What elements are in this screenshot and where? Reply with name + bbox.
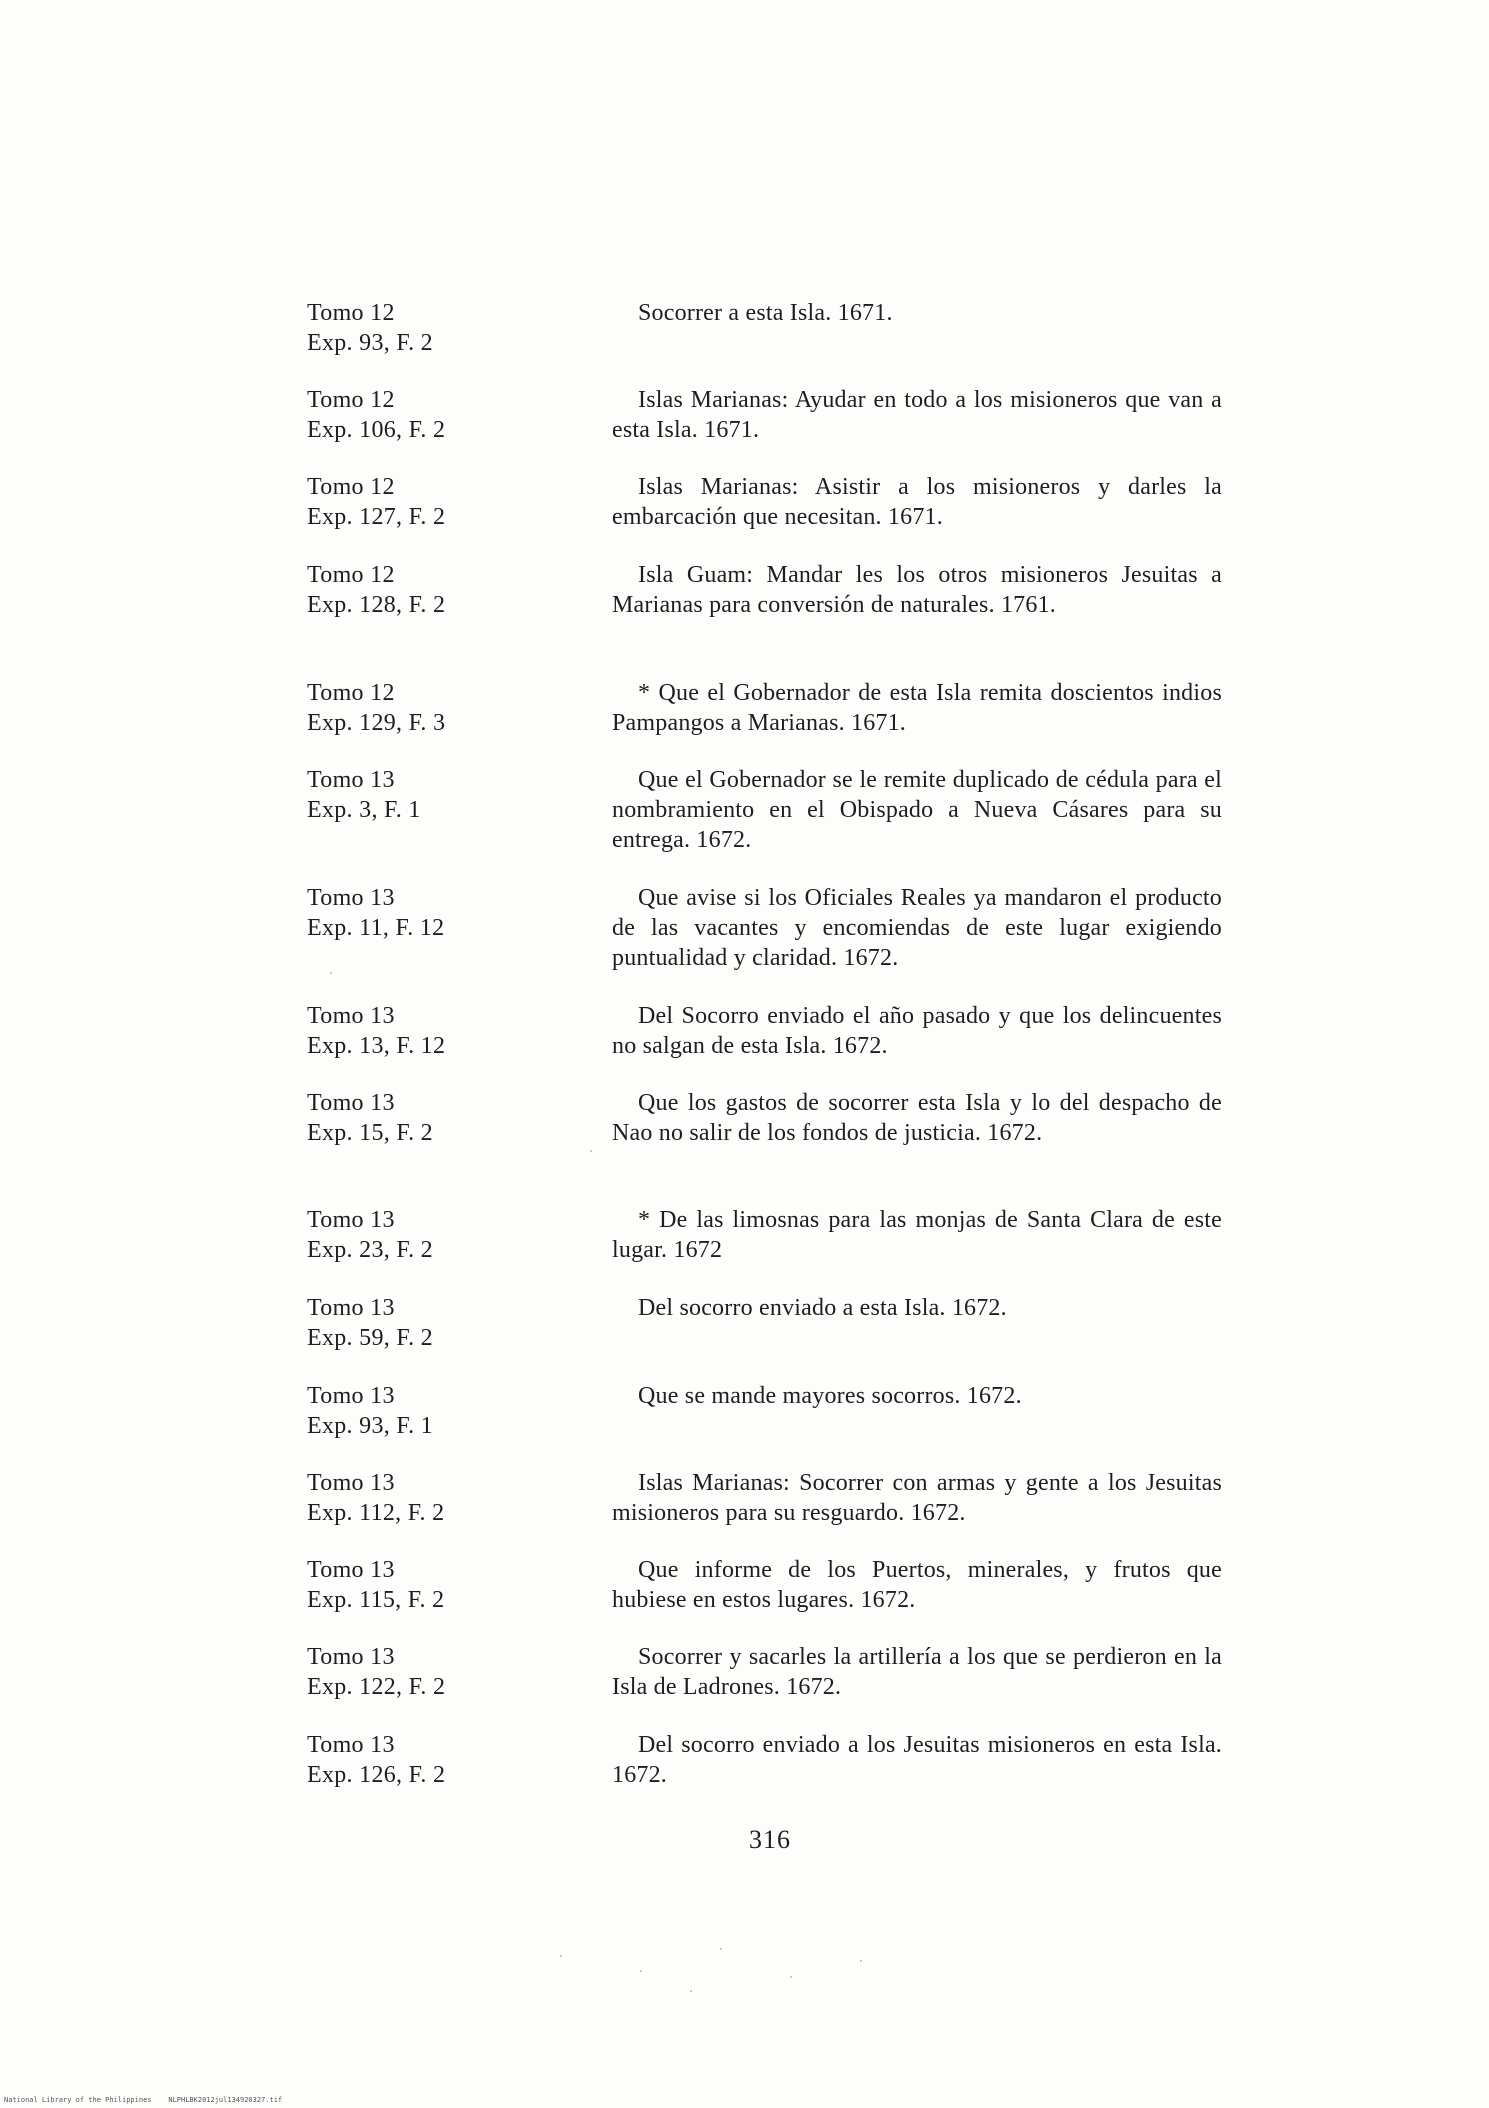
exp-label: Exp. 93, F. 2 — [307, 330, 433, 356]
description-text: Del socorro enviado a los Jesuitas misioneros en esta Isla. 1672. — [612, 1732, 1222, 1788]
tomo-label: Tomo 13 — [307, 1470, 395, 1496]
tomo-label: Tomo 13 — [307, 1732, 395, 1758]
reference — [307, 1205, 537, 1265]
reference — [307, 765, 537, 825]
tomo-label: Tomo 13 — [307, 1383, 395, 1409]
tomo-label: Tomo 13 — [307, 1003, 395, 1029]
exp-label: Exp. 126, F. 2 — [307, 1762, 446, 1788]
reference — [307, 1293, 537, 1353]
description-text: Socorrer y sacarles la artillería a los que se perdieron en la Isla de Ladrones. 1672. — [612, 1644, 1222, 1700]
reference — [307, 1730, 537, 1790]
description-text: Que avise si los Oficiales Reales ya mandaron el producto de las vacantes y encomiendas de este lugar exigiendo puntualidad y claridad. 1672. — [612, 885, 1222, 971]
exp-label: Exp. 93, F. 1 — [307, 1413, 433, 1439]
exp-label: Exp. 129, F. 3 — [307, 710, 446, 736]
description-text: Islas Marianas: Ayudar en todo a los misioneros que van a esta Isla. 1671. — [612, 387, 1222, 443]
reference — [307, 1088, 537, 1148]
tomo-label: Tomo 13 — [307, 1295, 395, 1321]
scan-speck — [860, 1960, 862, 1962]
description-text: Que los gastos de socorrer esta Isla y lo del despacho de Nao no salir de los fondos de justicia. 1672. — [612, 1090, 1222, 1146]
description-text: Del Socorro enviado el año pasado y que los delincuentes no salgan de esta Isla. 1672. — [612, 1003, 1222, 1059]
description-text: Islas Marianas: Socorrer con armas y gente a los Jesuitas misioneros para su resguardo. 1672. — [612, 1470, 1222, 1526]
exp-label: Exp. 23, F. 2 — [307, 1237, 433, 1263]
scan-footer: National Library of the Philippines NLPHLBK2012jul134920327.tif — [4, 2096, 283, 2104]
tomo-label: Tomo 12 — [307, 300, 395, 326]
description-text: Islas Marianas: Asistir a los misioneros y darles la embarcación que necesitan. 1671. — [612, 474, 1222, 530]
tomo-label: Tomo 13 — [307, 1207, 395, 1233]
description-text: Isla Guam: Mandar les los otros misioneros Jesuitas a Marianas para conversión de naturales. 1761. — [612, 562, 1222, 618]
description — [612, 1088, 1222, 1148]
tomo-label: Tomo 12 — [307, 387, 395, 413]
description — [612, 1468, 1222, 1528]
description-text: Que el Gobernador se le remite duplicado de cédula para el nombramiento en el Obispado a Nueva Cásares para su entrega. 1672. — [612, 767, 1222, 853]
description — [612, 298, 1222, 328]
tomo-label: Tomo 13 — [307, 1644, 395, 1670]
reference — [307, 1381, 537, 1441]
description — [612, 1001, 1222, 1061]
reference — [307, 1555, 537, 1615]
page-number: 316 — [749, 1825, 791, 1854]
exp-label: Exp. 11, F. 12 — [307, 915, 445, 941]
tomo-label: Tomo 12 — [307, 562, 395, 588]
description — [612, 1642, 1222, 1702]
reference — [307, 1001, 537, 1061]
description — [612, 1730, 1222, 1790]
description — [612, 765, 1222, 855]
reference — [307, 560, 537, 620]
reference — [307, 678, 537, 738]
exp-label: Exp. 128, F. 2 — [307, 592, 446, 618]
scan-speck — [720, 1948, 722, 1950]
description — [612, 678, 1222, 738]
exp-label: Exp. 112, F. 2 — [307, 1500, 445, 1526]
reference — [307, 1468, 537, 1528]
exp-label: Exp. 106, F. 2 — [307, 417, 446, 443]
description-text: Que informe de los Puertos, minerales, y frutos que hubiese en estos lugares. 1672. — [612, 1557, 1222, 1613]
tomo-label: Tomo 12 — [307, 680, 395, 706]
description — [612, 472, 1222, 532]
description — [612, 1381, 1222, 1411]
scan-speck — [560, 1955, 562, 1957]
scan-speck — [690, 1990, 692, 1992]
description-text: Socorrer a esta Isla. 1671. — [638, 300, 893, 326]
exp-label: Exp. 3, F. 1 — [307, 797, 421, 823]
tomo-label: Tomo 13 — [307, 1090, 395, 1116]
reference — [307, 1642, 537, 1702]
exp-label: Exp. 122, F. 2 — [307, 1674, 446, 1700]
tomo-label: Tomo 13 — [307, 767, 395, 793]
tomo-label: Tomo 13 — [307, 1557, 395, 1583]
description — [612, 883, 1222, 973]
description-text: Que se mande mayores socorros. 1672. — [638, 1383, 1022, 1409]
exp-label: Exp. 15, F. 2 — [307, 1120, 433, 1146]
reference — [307, 385, 537, 445]
description — [612, 1293, 1222, 1323]
reference — [307, 883, 537, 943]
exp-label: Exp. 13, F. 12 — [307, 1033, 446, 1059]
description-text: * Que el Gobernador de esta Isla remita doscientos indios Pampangos a Marianas. 1671. — [612, 680, 1222, 736]
description-text: * De las limosnas para las monjas de Santa Clara de este lugar. 1672 — [612, 1207, 1222, 1263]
exp-label: Exp. 59, F. 2 — [307, 1325, 433, 1351]
description — [612, 1205, 1222, 1265]
tomo-label: Tomo 12 — [307, 474, 395, 500]
scan-speck — [590, 1150, 592, 1152]
scan-speck — [790, 1976, 792, 1978]
tomo-label: Tomo 13 — [307, 885, 395, 911]
description — [612, 1555, 1222, 1615]
description — [612, 385, 1222, 445]
exp-label: Exp. 115, F. 2 — [307, 1587, 445, 1613]
reference — [307, 298, 537, 358]
scan-speck — [640, 1970, 642, 1972]
reference — [307, 472, 537, 532]
exp-label: Exp. 127, F. 2 — [307, 504, 446, 530]
description — [612, 560, 1222, 620]
scan-speck — [330, 972, 332, 974]
description-text: Del socorro enviado a esta Isla. 1672. — [638, 1295, 1007, 1321]
